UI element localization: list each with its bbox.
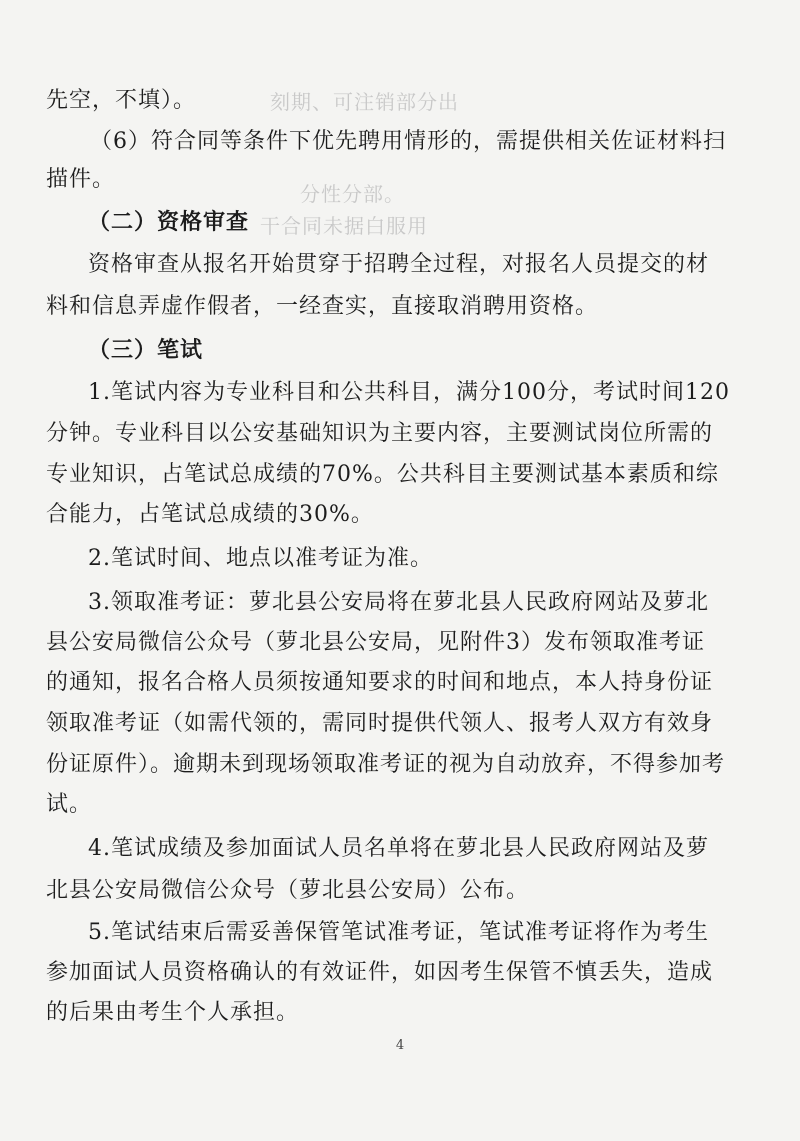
section-heading: （二）资格审查 xyxy=(88,209,250,235)
bleed-through-text: 刻期、可注销部分出 xyxy=(270,90,459,114)
text-line: 4.笔试成绩及参加面试人员名单将在萝北县人民政府网站及萝 xyxy=(88,836,709,861)
section-heading: （三）笔试 xyxy=(88,337,204,363)
text-line: 5.笔试结束后需妥善保管笔试准考证，笔试准考证将作为考生 xyxy=(88,920,709,945)
text-line: 料和信息弄虚作假者，一经查实，直接取消聘用资格。 xyxy=(46,294,599,319)
text-line: 合能力，占笔试总成绩的30%。 xyxy=(46,502,374,527)
text-line: 专业知识，占笔试总成绩的70%。公共科目主要测试基本素质和综 xyxy=(46,462,719,487)
text-line: 描件。 xyxy=(46,167,116,192)
text-line: 参加面试人员资格确认的有效证件，如因考生保管不慎丢失，造成 xyxy=(46,960,714,985)
text-line: 的通知，报名合格人员须按通知要求的时间和地点，本人持身份证 xyxy=(46,670,714,695)
text-line: （6）符合同等条件下优先聘用情形的，需提供相关佐证材料扫 xyxy=(90,129,726,154)
text-line: 3.领取准考证：萝北县公安局将在萝北县人民政府网站及萝北 xyxy=(88,590,709,615)
text-line: 领取准考证（如需代领的，需同时提供代领人、报考人双方有效身 xyxy=(46,711,714,736)
text-line: 资格审查从报名开始贯穿于招聘全过程，对报名人员提交的材 xyxy=(88,252,710,277)
text-line: 分钟。专业科目以公安基础知识为主要内容，主要测试岗位所需的 xyxy=(46,421,714,446)
text-line: 的后果由考生个人承担。 xyxy=(46,1000,300,1025)
text-line: 县公安局微信公众号（萝北县公安局，见附件3）发布领取准考证 xyxy=(46,630,705,655)
text-line: 先空，不填）。 xyxy=(46,88,197,113)
bleed-through-text: 干合同未据白服用 xyxy=(260,214,428,238)
text-line: 试。 xyxy=(46,792,93,817)
text-line: 北县公安局微信公众号（萝北县公安局）公布。 xyxy=(46,878,530,903)
page-number: 4 xyxy=(395,1038,405,1053)
bleed-through-text: 分性分部。 xyxy=(300,182,405,206)
text-line: 份证原件）。逾期未到现场领取准考证的视为自动放弃，不得参加考 xyxy=(46,752,726,777)
text-line: 1.笔试内容为专业科目和公共科目，满分100分，考试时间120 xyxy=(88,380,730,405)
text-line: 2.笔试时间、地点以准考证为准。 xyxy=(88,546,433,571)
